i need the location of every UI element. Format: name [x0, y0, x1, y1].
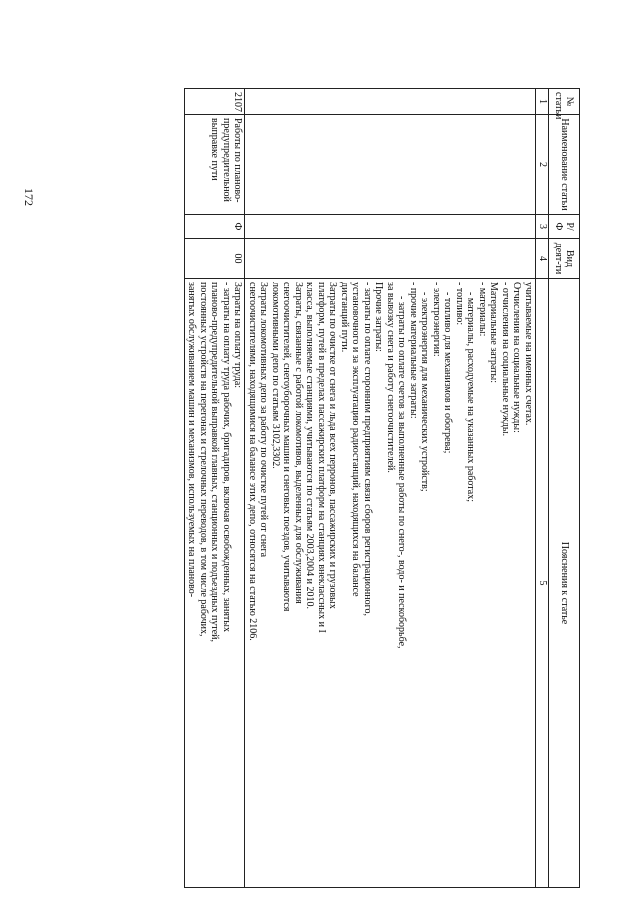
explanation-line: - электроэнергия: [431, 282, 442, 357]
explanation-line: установочного и за эксплуатацию радиостанций, находящихся на балансе [350, 282, 362, 597]
explanation-line: планово-предупредительной выправкой главных, станционных и подъездных путей, [209, 282, 221, 643]
header-activity: Вид деят-ти [549, 239, 580, 279]
row-name [245, 115, 536, 215]
rotated-table-container [85, 88, 580, 888]
col-number: 5 [536, 279, 549, 888]
header-name: Наименование статьи [549, 115, 580, 215]
explanation-line: Затраты, связанные с работой локомотивов, выделенных для обслуживания [293, 282, 304, 604]
table-row [245, 89, 536, 888]
explanation-line: локомотивными депо по статьям 3102,3302. [270, 282, 281, 469]
col-number: 1 [536, 89, 549, 115]
explanation-line: - затраты по оплате счетов за выполненные работы по снего-, водо- и пескоборьбе, [396, 296, 408, 649]
header-num: № статьи [549, 89, 580, 115]
explanation-line: дистанций пути. [339, 282, 350, 353]
explanation-line: - прочие материальные затраты: [408, 282, 419, 419]
page-number: 172 [22, 188, 36, 206]
explanation-line: - топливо для механизмов и обогрева; [442, 292, 454, 454]
explanation-line: - затраты по оплате сторонним предприятиям связи сборов регистрационного, [362, 282, 373, 616]
row-name: Работы по планово-предупредительной выправке пути [185, 115, 246, 215]
explanation-line: снегоочистителей, снегоуборочных машин и снеговых поездов, учитываются [281, 282, 293, 612]
row-num: 2107 [185, 89, 246, 115]
explanation-line: класса, выполняемые станциями, учитываются по статьям 2003,2004 и 2010. [304, 282, 316, 609]
explanation-line: - материалы: [477, 282, 488, 337]
explanation-line: Затраты локомотивных депо за работу по очистке путей от снега [258, 282, 270, 558]
row-activity: 00 [185, 239, 246, 279]
explanation-line: - топливо: [454, 282, 465, 326]
row-rf: Ф [185, 215, 246, 239]
explanation-line: Затраты на оплату труда: [232, 282, 244, 389]
explanation-line: - затраты на оплату труда рабочих, бригадиров, включая освобожденных, занятых [221, 282, 232, 633]
explanation-line: учитываемые на именных счетах. [523, 282, 534, 426]
explanation-line: Отчисления на социальные нужды: [511, 282, 523, 433]
column-number-row [536, 89, 549, 888]
cost-items-table [184, 88, 580, 888]
col-number: 4 [536, 239, 549, 279]
col-number: 3 [536, 215, 549, 239]
table-header-row [549, 89, 580, 888]
explanation-line: Затраты по очистке от снега и льда всех перронов, пассажирских и грузовых [327, 282, 339, 609]
row-num [245, 89, 536, 115]
explanation-line: за вывозку снега и работу снегоочистителей. [385, 282, 396, 473]
row-explanation [245, 279, 536, 888]
explanation-line: Прочие затраты: [373, 282, 385, 352]
table-row [185, 89, 246, 888]
row-activity [245, 239, 536, 279]
explanation-line: - отчисления на социальные нужды. [500, 282, 511, 437]
explanation-line: Материальные затраты: [488, 282, 500, 383]
header-explanation: Пояснения к статье [549, 279, 580, 888]
explanation-line: - материалы, расходуемые на указанных работах; [465, 292, 477, 502]
explanation-line: - электроэнергия для механических устройств; [419, 292, 431, 492]
col-number: 2 [536, 115, 549, 215]
row-explanation [185, 279, 246, 888]
explanation-line: платформ, путей в пределах пассажирских платформ на станциях внеклассных и I [316, 282, 327, 633]
header-rf: Р/ Ф [549, 215, 580, 239]
explanation-line: постоянных устройств на перегонах и стрелочных переводов, в том числе рабочих, [198, 282, 209, 637]
explanation-line: снегоочистителями, находящимися на балансе этих депо, относятся на статью 2106. [247, 282, 258, 641]
row-rf [245, 215, 536, 239]
explanation-line: занятых обслуживанием машин и механизмов, используемых на планово- [186, 282, 198, 598]
